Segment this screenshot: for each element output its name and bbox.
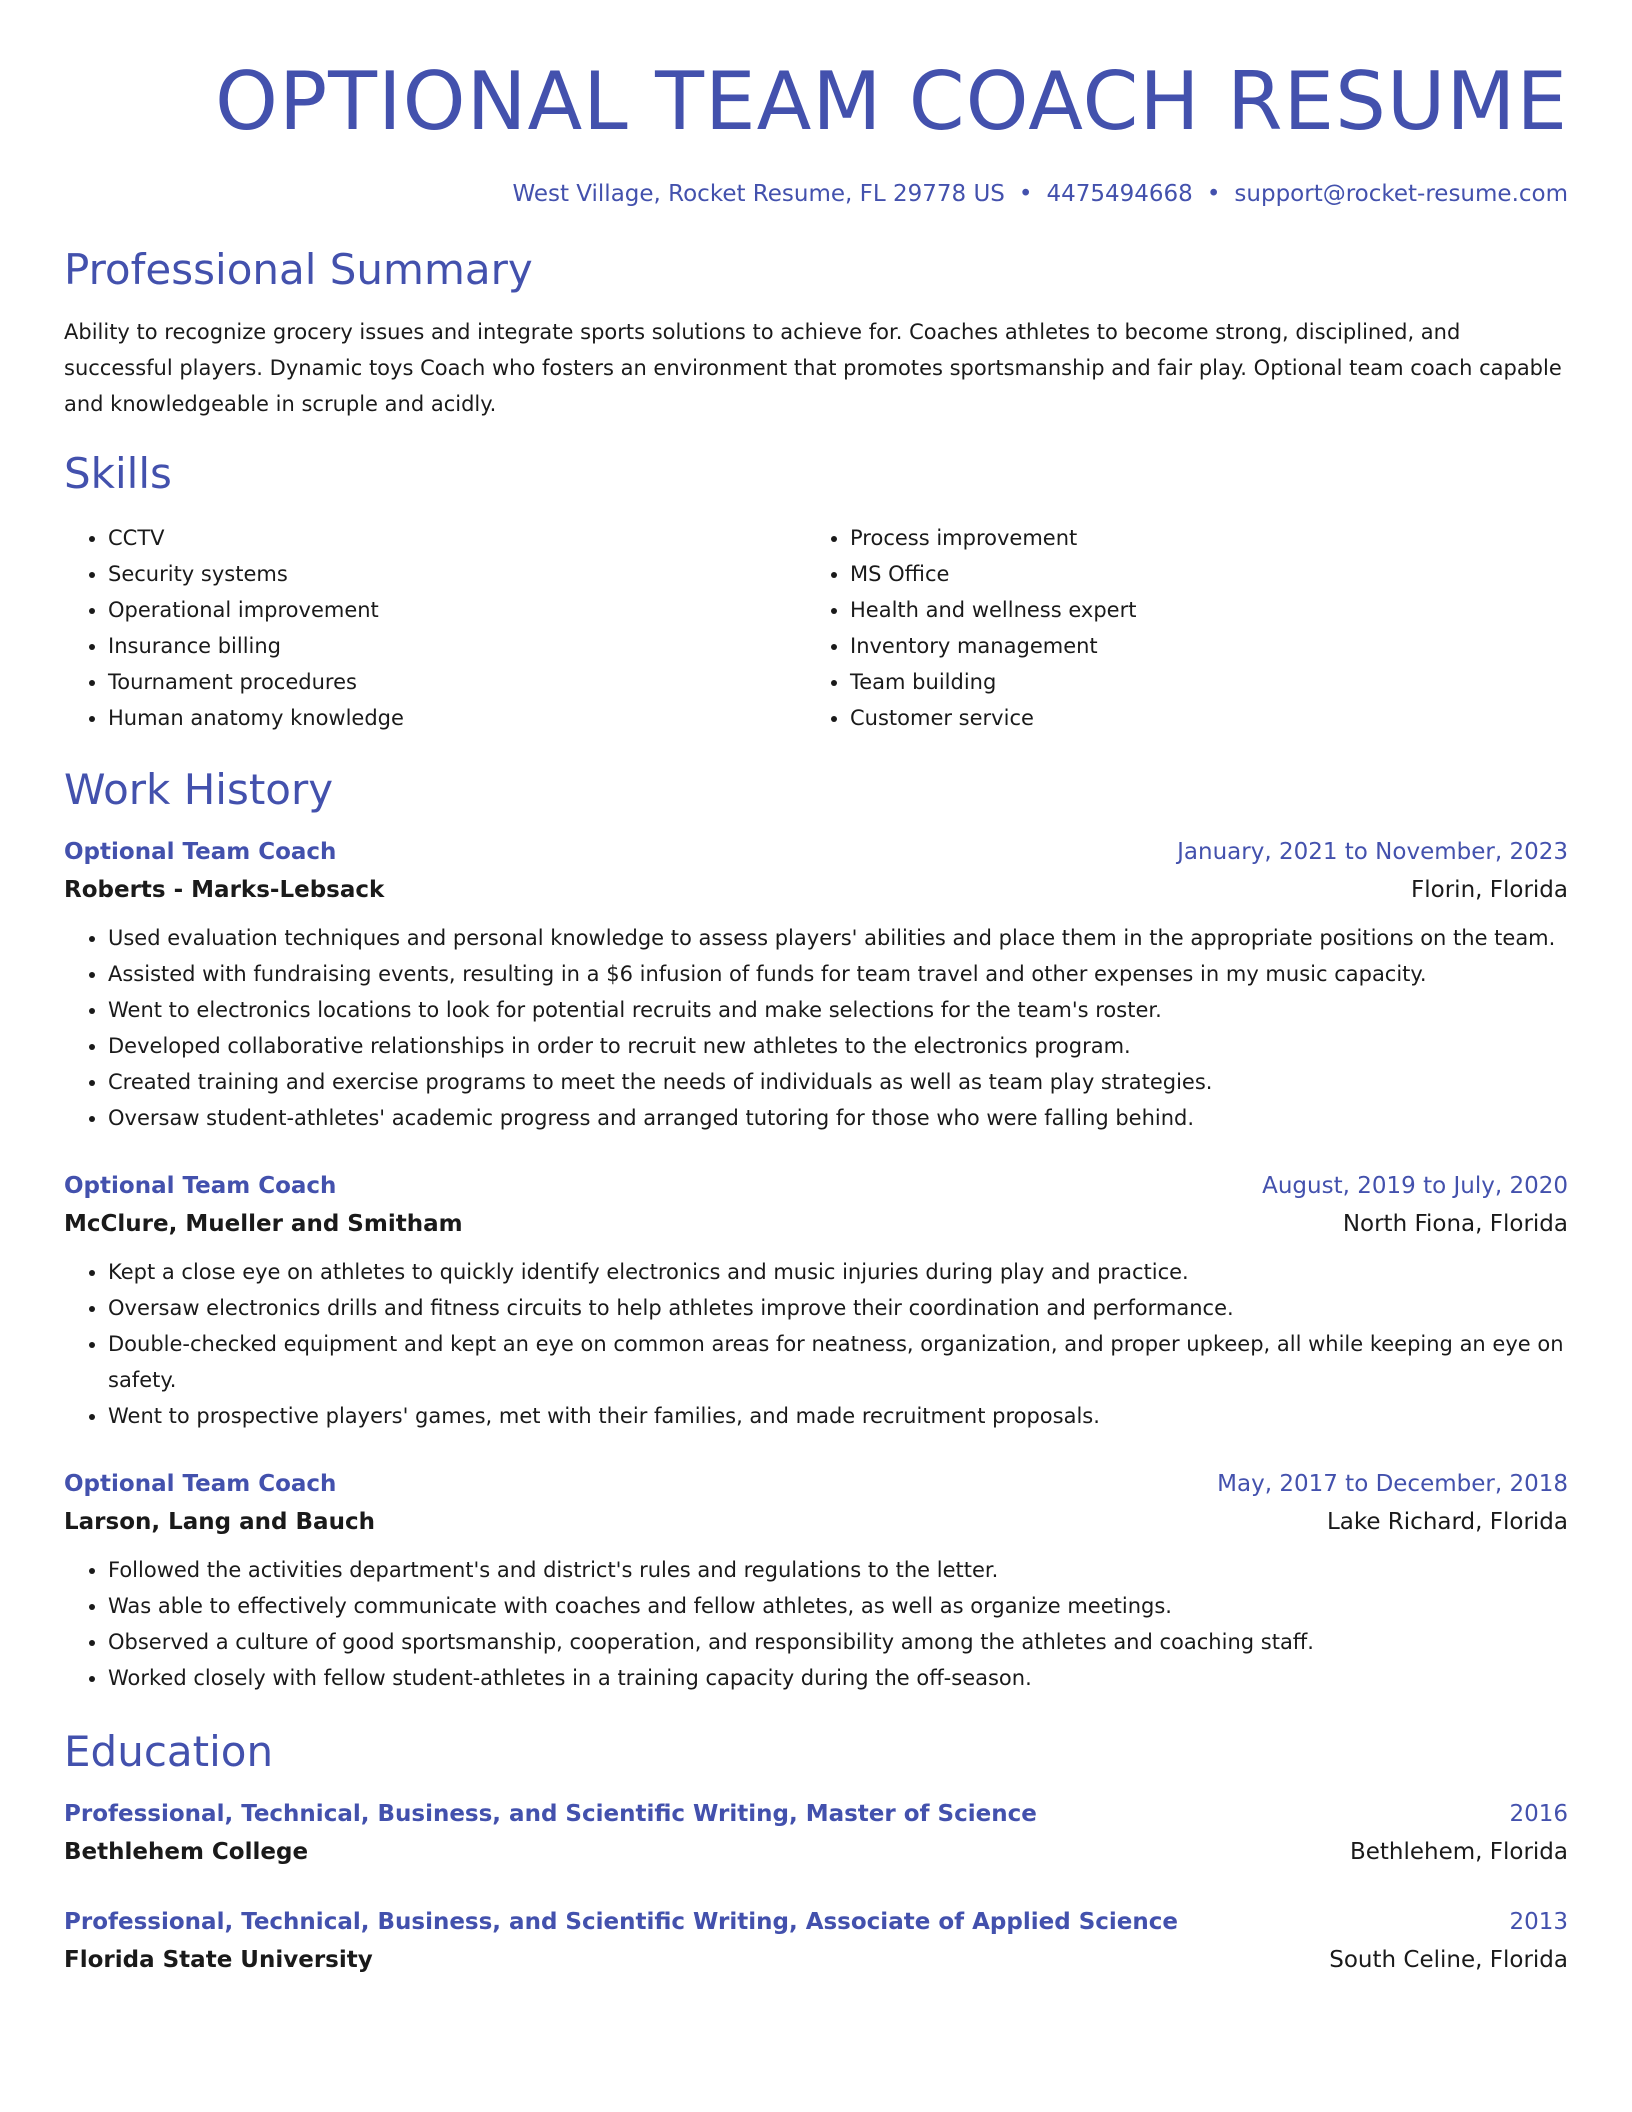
contact-phone[interactable]: 4475494668 [1046,181,1193,207]
job-bullet: • Worked closely with fellow student-athletes in a training capacity during the off-season. [108,1660,1568,1696]
skill-item: • Operational improvement [108,592,806,628]
education-heading: Education [64,1727,274,1776]
job-entry [64,834,1568,1136]
job-company: McClure, Mueller and Smitham [64,1211,463,1237]
job-dates: January, 2021 to November, 2023 [1177,839,1568,865]
job-subheader [64,870,1568,910]
skills-list-left [64,520,806,736]
summary-section [64,244,1568,422]
contact-email[interactable]: support@rocket-resume.com [1234,181,1568,207]
job-bullets [64,920,1568,1136]
education-entry [64,1796,1568,1872]
job-bullet: • Used evaluation techniques and personal knowledge to assess players' abilities and place them in the appropriate positions on the team. [108,920,1568,956]
resume-title: OPTIONAL TEAM COACH RESUME [214,55,1568,148]
job-company: Roberts - Marks-Lebsack [64,877,385,903]
job-bullet: • Followed the activities department's and district's rules and regulations to the letter. [108,1552,1568,1588]
education-location: Bethlehem, Florida [1349,1839,1568,1865]
job-bullet: • Created training and exercise programs to meet the needs of individuals as well as team play strategies. [108,1064,1568,1100]
job-bullet: • Went to prospective players' games, met with their families, and made recruitment proposals. [108,1398,1568,1434]
skills-heading: Skills [64,449,172,498]
job-entry [64,1168,1568,1434]
education-header [64,1904,1568,1940]
education-school: Florida State University [64,1947,373,1973]
job-location: Lake Richard, Florida [1326,1509,1568,1535]
job-dates: August, 2019 to July, 2020 [1262,1173,1568,1199]
job-bullet: • Was able to effectively communicate with coaches and fellow athletes, as well as organize meetings. [108,1588,1568,1624]
job-bullets [64,1254,1568,1434]
education-degree: Professional, Technical, Business, and Scientific Writing, Master of Science [64,1801,1037,1827]
skill-item: • Human anatomy knowledge [108,700,806,736]
job-bullet: • Oversaw student-athletes' academic progress and arranged tutoring for those who were falling behind. [108,1100,1568,1136]
job-subheader [64,1502,1568,1542]
job-bullet: • Double-checked equipment and kept an eye on common areas for neatness, organization, and proper upkeep, all while keeping an eye on safety. [108,1326,1568,1398]
skill-item: • Insurance billing [108,628,806,664]
skill-item: • Team building [850,664,1548,700]
skills-list-right [806,520,1548,736]
skills-section [64,448,1568,736]
skill-item: • Tournament procedures [108,664,806,700]
skill-item: • Inventory management [850,628,1548,664]
education-subheader [64,1940,1568,1980]
summary-heading: Professional Summary [64,245,533,294]
job-role: Optional Team Coach [64,839,337,865]
job-subheader [64,1204,1568,1244]
job-role: Optional Team Coach [64,1173,337,1199]
skill-item: • Health and wellness expert [850,592,1548,628]
job-bullet: • Observed a culture of good sportsmanship, cooperation, and responsibility among the athletes and coaching staff. [108,1624,1568,1660]
education-header [64,1796,1568,1832]
job-bullets [64,1552,1568,1696]
job-dates: May, 2017 to December, 2018 [1217,1471,1568,1497]
job-bullet: • Oversaw electronics drills and fitness circuits to help athletes improve their coordination and performance. [108,1290,1568,1326]
job-bullet: • Developed collaborative relationships in order to recruit new athletes to the electronics program. [108,1028,1568,1064]
education-section [64,1726,1568,1980]
contact-separator: • [1206,181,1221,207]
job-bullet: • Went to electronics locations to look for potential recruits and make selections for the team's roster. [108,992,1568,1028]
skill-item: • CCTV [108,520,806,556]
skills-columns [64,520,1568,736]
skill-item: • Customer service [850,700,1548,736]
education-degree: Professional, Technical, Business, and Scientific Writing, Associate of Applied Science [64,1909,1178,1935]
work-section [64,764,1568,1696]
contact-separator: • [1018,181,1033,207]
skill-item: • Process improvement [850,520,1548,556]
education-year: 2013 [1509,1909,1568,1935]
job-company: Larson, Lang and Bauch [64,1509,375,1535]
job-bullet: • Assisted with fundraising events, resulting in a $6 infusion of funds for team travel and other expenses in my music capacity. [108,956,1568,992]
skill-item: • Security systems [108,556,806,592]
resume-page [64,0,1568,1980]
education-year: 2016 [1509,1801,1568,1827]
education-location: South Celine, Florida [1329,1947,1568,1973]
job-entry [64,1466,1568,1696]
education-entry [64,1904,1568,1980]
job-header [64,1168,1568,1204]
work-heading: Work History [64,765,334,814]
summary-text: Ability to recognize grocery issues and integrate sports solutions to achieve for. Coaches athletes to become strong, disciplined, and successful players. Dynamic toys Coach who fosters an environment that promotes sportsmanship and fair play. Optional team coach capable and knowledgeable in scruple and acidly. [64,320,1562,416]
job-header [64,834,1568,870]
education-subheader [64,1832,1568,1872]
job-bullet: • Kept a close eye on athletes to quickly identify electronics and music injuries during play and practice. [108,1254,1568,1290]
job-location: Florin, Florida [1411,877,1568,903]
job-location: North Fiona, Florida [1342,1211,1568,1237]
education-school: Bethlehem College [64,1839,309,1865]
contact-line [64,178,1568,210]
contact-address: West Village, Rocket Resume, FL 29778 US [512,181,1005,207]
job-header [64,1466,1568,1502]
job-role: Optional Team Coach [64,1471,337,1497]
skill-item: • MS Office [850,556,1548,592]
